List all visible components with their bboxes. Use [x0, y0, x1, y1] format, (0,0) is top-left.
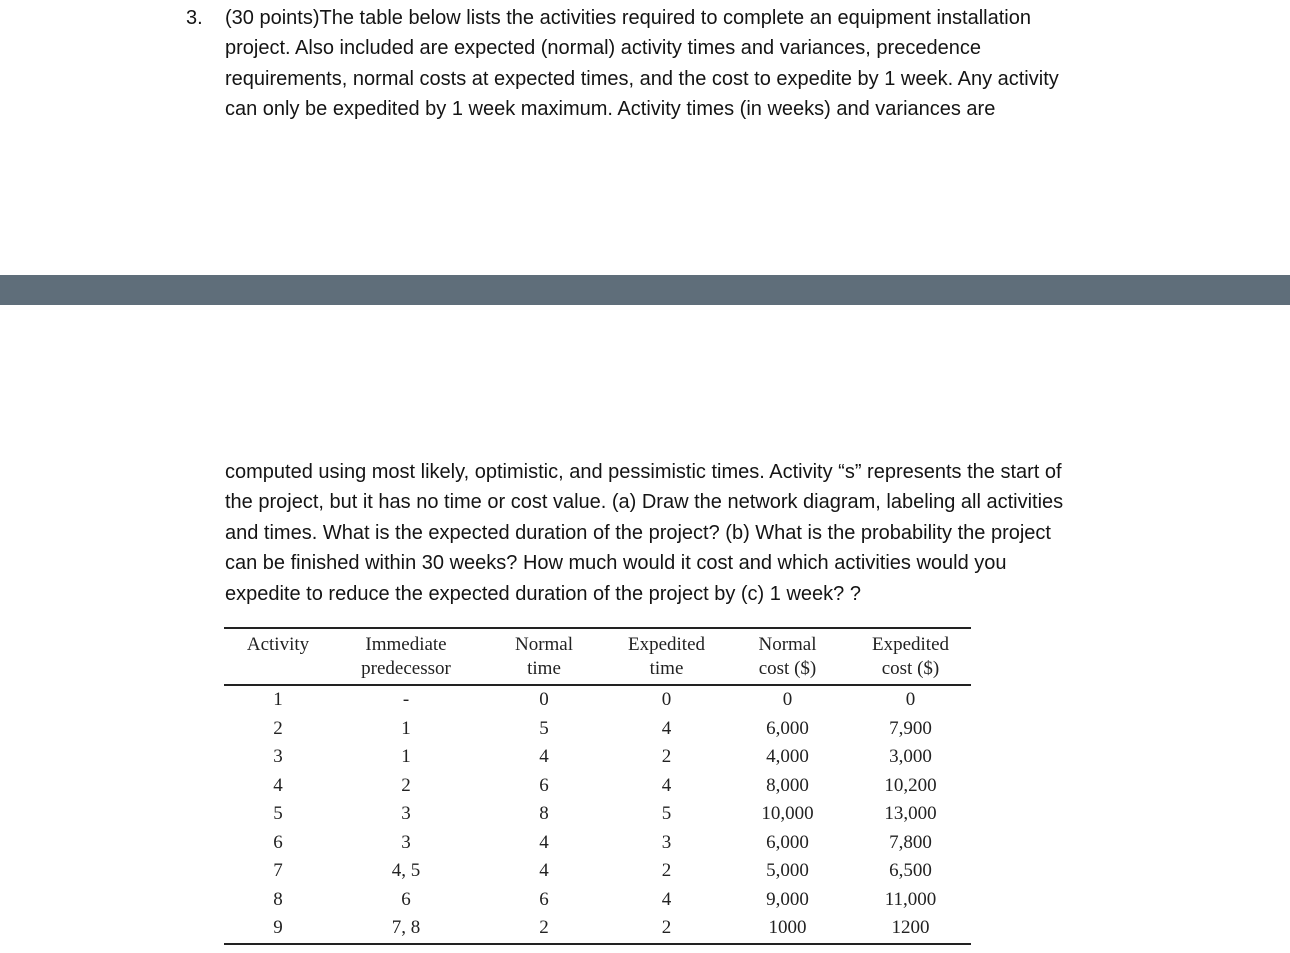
cell-expedited-time: 2 — [661, 860, 672, 881]
question-paragraph-part1 — [225, 3, 1059, 125]
cell-normal-cost: 4,000 — [766, 746, 809, 767]
cell-activity: 5 — [273, 803, 283, 824]
cell-expedited-cost: 10,200 — [884, 774, 937, 796]
page-divider-band — [0, 275, 1290, 305]
cell-normal-cost: 8,000 — [766, 774, 809, 796]
paragraph-line: the project, but it has no time or cost value. (a) Draw the network diagram, labeling all activities — [225, 491, 1064, 514]
cell-activity: 1 — [273, 689, 283, 710]
cell-expedited-time: 4 — [661, 774, 672, 796]
table-row — [224, 772, 971, 801]
cell-expedited-cost: 3,000 — [889, 746, 932, 767]
cell-activity: 8 — [273, 888, 283, 910]
cell-normal-time: 6 — [539, 774, 549, 796]
cell-normal-time: 0 — [539, 689, 549, 710]
table-row — [224, 685, 971, 715]
table-header-row — [224, 628, 971, 685]
cell-normal-cost: 5,000 — [766, 860, 809, 881]
cell-expedited-cost: 7,900 — [889, 717, 932, 739]
header-normal-cost: Normal cost ($) — [758, 634, 817, 679]
cell-expedited-time: 4 — [661, 717, 672, 739]
paragraph-line: can be finished within 30 weeks? How much would it cost and which activities would you — [225, 552, 1007, 575]
cell-expedited-cost: 6,500 — [889, 860, 932, 881]
cell-normal-cost: 6,000 — [766, 717, 809, 739]
cell-normal-time: 8 — [539, 803, 549, 824]
paragraph-line: project. Also included are expected (normal) activity times and variances, precedence — [225, 37, 981, 60]
cell-activity: 3 — [273, 746, 283, 767]
cell-activity: 2 — [273, 717, 283, 739]
header-expedited-cost: Expedited cost ($) — [871, 634, 950, 679]
activity-table-container — [224, 627, 971, 945]
table-body — [224, 685, 971, 944]
paragraph-line: expedite to reduce the expected duration of the project by (c) 1 week? ? — [225, 582, 861, 605]
cell-expedited-cost: 11,000 — [884, 888, 937, 910]
cell-normal-time: 2 — [539, 917, 549, 938]
cell-normal-time: 6 — [539, 888, 549, 910]
cell-expedited-time: 2 — [661, 746, 672, 767]
cell-expedited-cost: 13,000 — [884, 803, 937, 824]
cell-expedited-time: 2 — [661, 917, 672, 938]
cell-expedited-cost: 7,800 — [889, 831, 932, 853]
cell-predecessor: - — [402, 689, 410, 710]
question-number: 3. — [186, 7, 203, 29]
paragraph-line: (30 points)The table below lists the activities required to complete an equipment installation — [225, 7, 1031, 29]
cell-activity: 6 — [273, 831, 283, 853]
cell-activity: 4 — [273, 774, 283, 796]
cell-expedited-cost: 1200 — [891, 917, 930, 938]
table-row — [224, 914, 971, 944]
header-activity: Activity — [246, 634, 310, 655]
paragraph-line: computed using most likely, optimistic, and pessimistic times. Activity “s” represents the start of — [225, 461, 1062, 483]
paragraph-line: and times. What is the expected duration of the project? (b) What is the probability the project — [225, 521, 1051, 544]
cell-activity: 9 — [273, 917, 283, 938]
cell-normal-time: 5 — [539, 717, 549, 739]
cell-expedited-time: 5 — [661, 803, 672, 824]
cell-predecessor: 6 — [401, 888, 411, 910]
cell-normal-cost: 9,000 — [766, 888, 809, 910]
cell-normal-cost: 10,000 — [761, 803, 814, 824]
cell-predecessor: 1 — [401, 746, 411, 767]
cell-normal-cost: 1000 — [768, 917, 807, 938]
cell-normal-cost: 6,000 — [766, 831, 809, 853]
table-row — [224, 829, 971, 858]
paragraph-line: can only be expedited by 1 week maximum. Activity times (in weeks) and variances are — [225, 98, 996, 121]
table-row — [224, 743, 971, 772]
cell-expedited-time: 4 — [661, 888, 672, 910]
cell-normal-time: 4 — [539, 860, 549, 881]
cell-predecessor: 4, 5 — [391, 860, 421, 881]
paragraph-line: requirements, normal costs at expected times, and the cost to expedite by 1 week. Any activity — [225, 67, 1059, 90]
header-expedited-time: Expedited time — [627, 634, 706, 679]
table-row — [224, 857, 971, 886]
header-immediate-predecessor: Immediate predecessor — [361, 634, 451, 679]
cell-predecessor: 7, 8 — [391, 917, 421, 938]
cell-normal-cost: 0 — [782, 689, 793, 710]
cell-predecessor: 2 — [401, 774, 411, 796]
header-normal-time: Normal time — [514, 634, 574, 679]
cell-expedited-time: 0 — [661, 689, 672, 710]
cell-expedited-cost: 0 — [905, 689, 916, 710]
cell-predecessor: 3 — [401, 803, 411, 824]
cell-predecessor: 3 — [401, 831, 411, 853]
table-row — [224, 800, 971, 829]
cell-activity: 7 — [273, 860, 283, 881]
cell-normal-time: 4 — [539, 746, 549, 767]
cell-expedited-time: 3 — [661, 831, 672, 853]
question-paragraph-part2 — [225, 457, 1063, 609]
activity-table — [224, 627, 971, 945]
table-row — [224, 886, 971, 915]
cell-predecessor: 1 — [401, 717, 411, 739]
cell-normal-time: 4 — [539, 831, 549, 853]
table-row — [224, 715, 971, 744]
